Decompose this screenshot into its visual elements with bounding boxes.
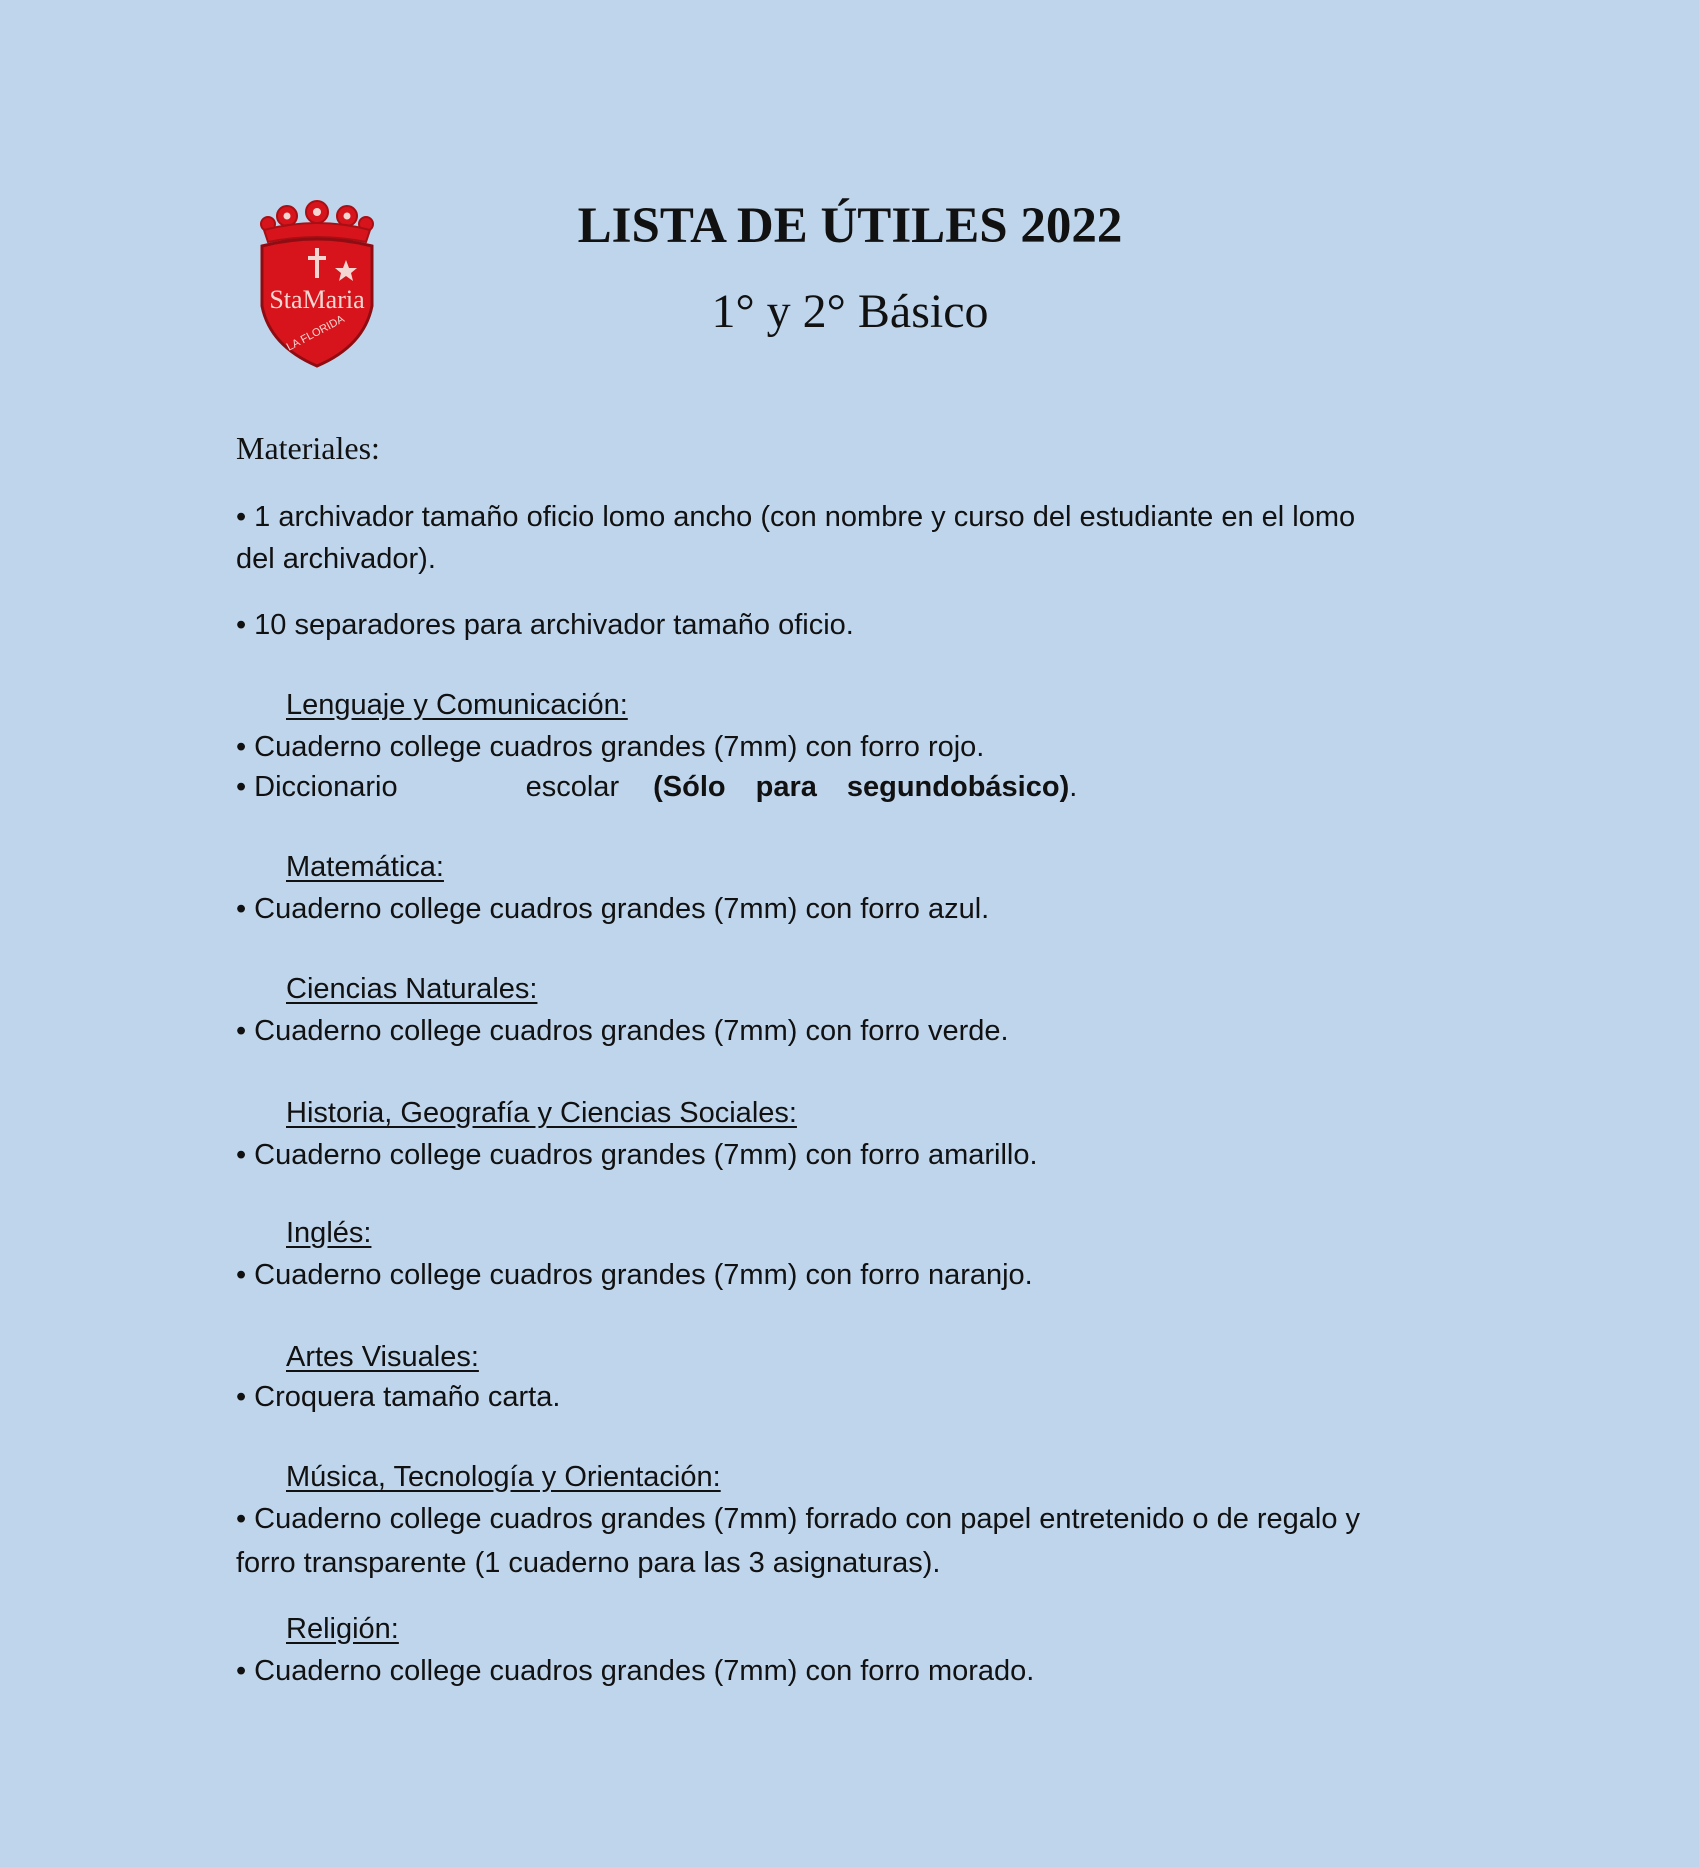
list-item-text: .	[1069, 771, 1078, 803]
crest-text-sub: LA FLORIDA	[284, 313, 347, 354]
list-item	[236, 766, 1077, 808]
bullet: •	[236, 731, 247, 763]
list-item	[236, 496, 1355, 538]
crest-text-main: StaMaria	[269, 285, 365, 314]
bullet: •	[236, 609, 247, 641]
bullet: •	[236, 1139, 247, 1171]
list-item	[236, 888, 989, 930]
bullet: •	[236, 771, 247, 803]
list-item-text: 10 separadores para archivador tamaño oficio.	[254, 609, 854, 641]
bullet: •	[236, 501, 247, 533]
list-item-continuation: del archivador).	[236, 543, 436, 575]
materials-label: Materiales:	[236, 430, 380, 466]
section-heading-lenguaje: Lenguaje y Comunicación:	[286, 689, 628, 721]
list-item	[236, 604, 854, 646]
bullet: •	[236, 1015, 247, 1047]
school-crest-logo	[254, 196, 380, 368]
list-item-text: escolar	[525, 771, 620, 803]
bullet: •	[236, 1655, 247, 1687]
section-heading-ingles: Inglés:	[286, 1217, 372, 1249]
list-item	[236, 1376, 560, 1418]
bullet: •	[236, 1381, 247, 1413]
school-crest-icon	[254, 196, 380, 368]
list-item-text: Cuaderno college cuadros grandes (7mm) con forro amarillo.	[254, 1139, 1038, 1171]
page-title: LISTA DE ÚTILES 2022	[577, 198, 1123, 254]
list-item-text: Cuaderno college cuadros grandes (7mm) con forro verde.	[254, 1015, 1009, 1047]
list-item-continuation: forro transparente (1 cuaderno para las 3 asignaturas).	[236, 1547, 941, 1579]
list-item-text: Cuaderno college cuadros grandes (7mm) con forro azul.	[254, 893, 990, 925]
list-item	[236, 726, 984, 768]
bullet: •	[236, 1259, 247, 1291]
list-item-bold: segundobásico)	[846, 771, 1070, 803]
section-heading-matematica: Matemática:	[286, 851, 444, 883]
list-item-bold: (Sólo	[653, 771, 726, 803]
bullet: •	[236, 893, 247, 925]
section-heading-historia: Historia, Geografía y Ciencias Sociales:	[286, 1097, 797, 1129]
page-subtitle: 1° y 2° Básico	[711, 285, 989, 338]
section-heading-musica: Música, Tecnología y Orientación:	[286, 1461, 721, 1493]
list-item-text: 1 archivador tamaño oficio lomo ancho (con nombre y curso del estudiante en el lomo	[254, 501, 1356, 533]
list-item-text: Diccionario	[254, 771, 398, 803]
list-item-text: Cuaderno college cuadros grandes (7mm) forrado con papel entretenido o de regalo y	[254, 1503, 1361, 1535]
list-item	[236, 1650, 1034, 1692]
list-item	[236, 1010, 1009, 1052]
list-item-text: Croquera tamaño carta.	[254, 1381, 561, 1413]
bullet: •	[236, 1503, 247, 1535]
list-item-text: Cuaderno college cuadros grandes (7mm) con forro rojo.	[254, 731, 985, 763]
section-heading-religion: Religión:	[286, 1613, 399, 1645]
list-item	[236, 1254, 1033, 1296]
list-item-text: Cuaderno college cuadros grandes (7mm) con forro naranjo.	[254, 1259, 1033, 1291]
list-item-bold: para	[755, 771, 817, 803]
section-heading-ciencias: Ciencias Naturales:	[286, 973, 538, 1005]
list-item	[236, 1498, 1360, 1540]
list-item-text: Cuaderno college cuadros grandes (7mm) con forro morado.	[254, 1655, 1035, 1687]
section-heading-artes: Artes Visuales:	[286, 1341, 479, 1373]
list-item	[236, 1134, 1038, 1176]
